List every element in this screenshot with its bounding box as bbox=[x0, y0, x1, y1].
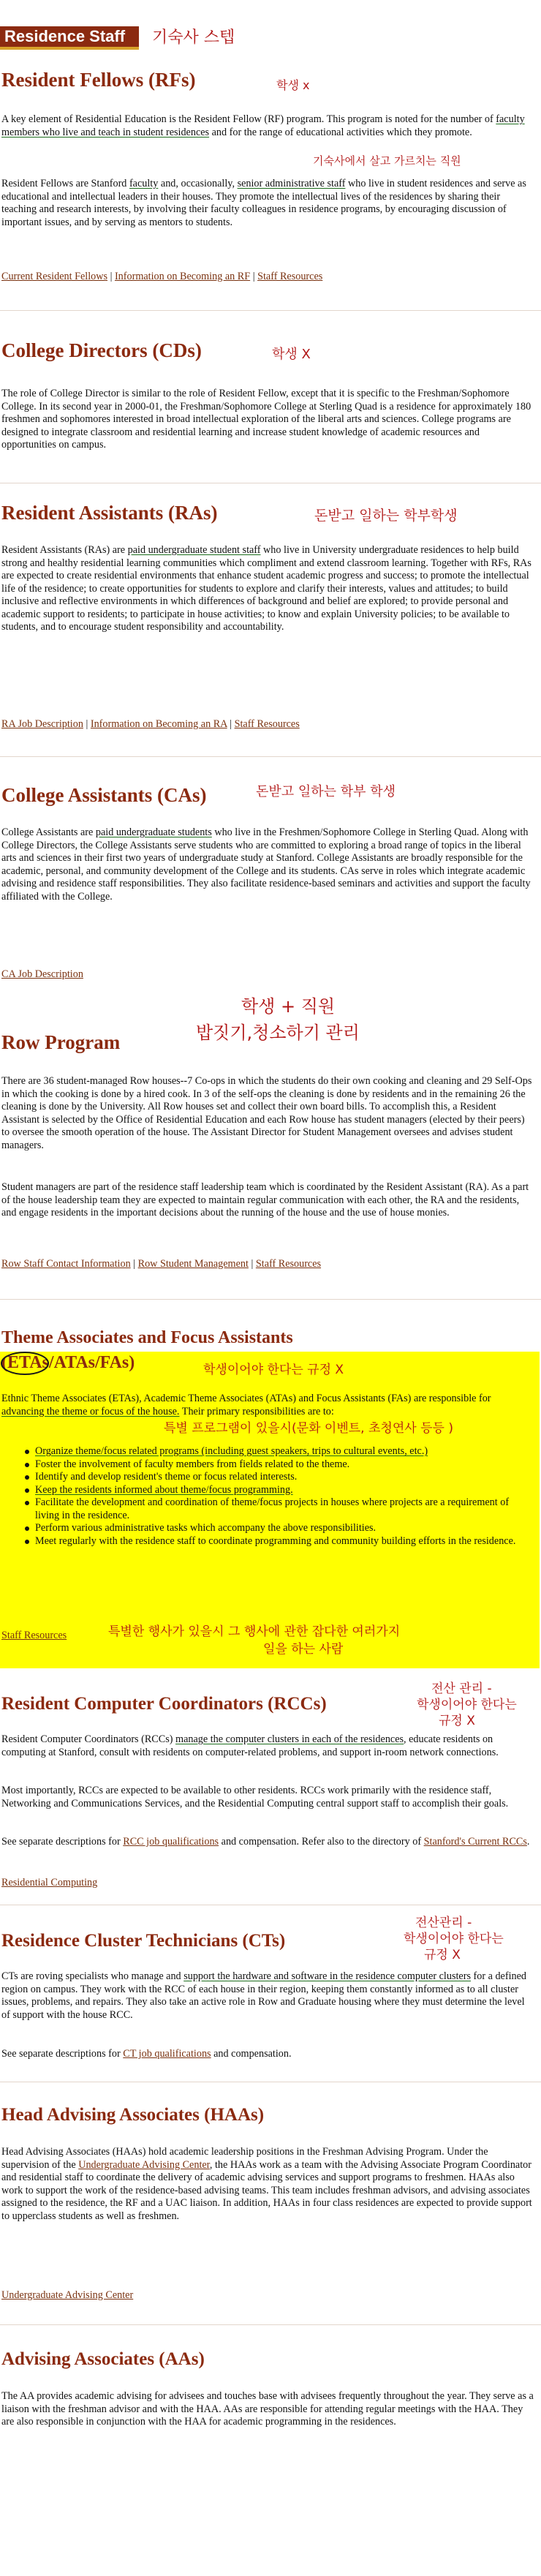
rcc-qualifications-link[interactable]: RCC job qualifications bbox=[123, 1836, 219, 1848]
divider bbox=[0, 756, 541, 757]
annotation-ca: 돈받고 일하는 학부 학생 bbox=[256, 784, 396, 799]
list-item: Facilitate the development and coordination of theme/focus projects in houses where projects are a requirement of living in the residence. bbox=[35, 1496, 518, 1522]
rcc-links bbox=[1, 1877, 97, 1890]
ca-paragraph: College Assistants are paid undergraduate students who live in the Freshmen/Sophomore College in Sterling Quad. Along with College Directors, the College Assistants serve students who are committed to exploring a broad range of topics in the liberal arts and sciences in their first two years of undergraduate study at Stanford. College Assistants are broadly responsible for the academic, personal, and community development of the College and its students. CAs serve in roles which integrate academic advising and residence staff responsibilities. They also facilitate residence-based seminars and activities and support the faculty affiliated with the College. bbox=[1, 826, 531, 903]
list-item: Foster the involvement of faculty members from fields related to the theme. bbox=[35, 1458, 518, 1472]
aa-heading: Advising Associates (AAs) bbox=[1, 2349, 205, 2369]
rcc-heading: Resident Computer Coordinators (RCCs) bbox=[1, 1694, 327, 1714]
annotation-rcc-1: 전산 관리 - bbox=[431, 1681, 492, 1696]
list-item: Meet regularly with the residence staff to coordinate programming and community building efforts in the residence. bbox=[35, 1535, 518, 1548]
haa-heading: Head Advising Associates (HAAs) bbox=[1, 2105, 265, 2125]
ta-links bbox=[1, 1630, 67, 1643]
rcc-paragraph-2: Most importantly, RCCs are expected to be available to other residents. RCCs work primarily with the residence staff, Networking and Communications Services, and the Residential Computing central support staff to accomplish their goals. bbox=[1, 1785, 509, 1809]
row-paragraph-1: There are 36 student-managed Row houses--7 Co-ops in which the students do their own cooking and cleaning and 29 Self-Ops in which the cooking is done by a hired cook. In 3 of the self-ops the cleaning is done by residents and in the remaining 26 the cleaning is done by the University. All Row houses set and collect their own board bills. To accomplish this, a Resident Assistant is selected by the Office of Residential Education and each Row house has student managers (elected by their peers) to oversee the smooth operation of the house. The Assistant Director for Student Management oversees and advises student managers. bbox=[1, 1075, 532, 1151]
ta-heading-line-1: Theme Associates and Focus Assistants bbox=[1, 1328, 293, 1347]
ra-staff-resources-link[interactable]: Staff Resources bbox=[234, 718, 300, 730]
ct-heading: Residence Cluster Technicians (CTs) bbox=[1, 1931, 286, 1951]
annotation-rf-role: 기숙사에서 살고 가르치는 직원 bbox=[313, 154, 461, 167]
ta-heading-line-2: (ETAs/ATAs/FAs) bbox=[1, 1353, 135, 1372]
cd-paragraph: The role of College Director is similar to the role of Resident Fellow, except that it is specific to the Freshman/Sophomore College. In its second year in 2000-01, the Freshman/Sophomore College at Sterling Quad is a residence for approximately 180 freshmen and sophomores interested in broad intellectual exploration of the liberal arts and sciences. College programs are designed to integrate classroom and residential learning and increase student knowledge of academic resources and opportunities on campus. bbox=[1, 388, 531, 451]
circle-mark bbox=[0, 1350, 51, 1376]
annotation-header: 기숙사 스텝 bbox=[152, 29, 235, 47]
becoming-rf-link[interactable]: Information on Becoming an RF bbox=[114, 271, 251, 282]
ta-responsibility-list bbox=[35, 1445, 518, 1548]
rf-staff-resources-link[interactable]: Staff Resources bbox=[257, 271, 323, 282]
uac-link[interactable]: Undergraduate Advising Center bbox=[1, 2289, 134, 2301]
divider bbox=[0, 1299, 541, 1300]
haa-paragraph: Head Advising Associates (HAAs) hold academic leadership positions in the Freshman Advising Program. Under the supervision of the Undergraduate Advising Center, the HAAs work as a team with the Advising Associate Program Coordinator and residential staff to coordinate the delivery of academic advising services and support programs to freshmen. HAAs also work to support the work of the residence-based advising teams. This team includes freshman advisors, and advising associates assigned to the residence, the RF and a UAC liaison. In addition, HAAs in four class residences are expected to provide support to upperclass students as well as freshmen. bbox=[1, 2146, 532, 2222]
rf-paragraph-1: A key element of Residential Education is the Resident Fellow (RF) program. This program is noted for the number of faculty members who live and teach in student residences and for the range of educational activities which they promote. bbox=[1, 113, 525, 138]
list-item: Organize theme/focus related programs (including guest speakers, trips to cultural events, etc.) bbox=[35, 1445, 518, 1458]
ta-staff-resources-link[interactable]: Staff Resources bbox=[1, 1630, 67, 1641]
logo-text: Residence Staff bbox=[4, 27, 126, 45]
ra-heading: Resident Assistants (RAs) bbox=[1, 502, 218, 524]
ra-links: RA Job Description | Information on Becoming an RA | Staff Resources bbox=[1, 718, 300, 730]
current-rfs-link[interactable]: Current Resident Fellows bbox=[1, 271, 108, 282]
rf-links: Current Resident Fellows | Information on Becoming an RF | Staff Resources bbox=[1, 271, 323, 282]
annotation-ta-2: 특별 프로그램이 있을시(문화 이벤트, 초청연사 등등 ) bbox=[164, 1421, 453, 1436]
row-staff-contact-link[interactable]: Row Staff Contact Information bbox=[1, 1258, 131, 1270]
rf-heading: Resident Fellows (RFs) bbox=[1, 69, 196, 91]
cd-heading: College Directors (CDs) bbox=[1, 339, 202, 361]
annotation-rcc-2: 학생이어야 한다는 bbox=[417, 1698, 517, 1712]
row-heading: Row Program bbox=[1, 1031, 121, 1053]
annotation-row-1: 학생 + 직원 bbox=[241, 996, 336, 1017]
rf-faculty-underline: faculty members who live and teach in student residences bbox=[1, 113, 525, 138]
list-item: Identify and develop resident's theme or focus related interests. bbox=[35, 1471, 518, 1484]
divider bbox=[0, 2324, 541, 2325]
annotation-cd-student: 학생 X bbox=[272, 347, 311, 362]
row-links: Row Staff Contact Information | Row Student Management | Staff Resources bbox=[1, 1258, 322, 1270]
annotation-ta-3: 특별한 행사가 있을시 그 행사에 관한 잡다한 여러가지 bbox=[108, 1624, 401, 1639]
annotation-ta-4: 일을 하는 사람 bbox=[263, 1642, 344, 1657]
list-item: Perform various administrative tasks which accompany the above responsibilities. bbox=[35, 1522, 518, 1535]
ra-job-description-link[interactable]: RA Job Description bbox=[1, 718, 83, 730]
current-rccs-link[interactable]: Stanford's Current RCCs bbox=[423, 1836, 527, 1848]
becoming-ra-link[interactable]: Information on Becoming an RA bbox=[90, 718, 227, 730]
annotation-ct-1: 전산관리 - bbox=[415, 1916, 472, 1930]
list-item: Keep the residents informed about theme/focus programming. bbox=[35, 1484, 518, 1497]
annotation-rf-student: 학생 x bbox=[276, 78, 310, 92]
ct-paragraph-1: CTs are roving specialists who manage and support the hardware and software in the residence computer clusters for a defined region on campus. They work with the RCC of each house in their region, keeping them constantly informed as to all cluster issues, problems, and repairs. They also take an active role in Row and Graduate housing where they must determine the level of support with the house RCC. bbox=[1, 1970, 527, 2021]
rf-paragraph-2: Resident Fellows are Stanford faculty and, occasionally, senior administrative staff who live in student residences and serve as educational and intellectual leaders in their houses. They promote the intellectual lives of the residences by sharing their teaching and research interests, by involving their faculty colleagues in residence programs, by encouraging discussion of important issues, and by serving as mentors to students. bbox=[1, 178, 526, 228]
rcc-paragraph-3: See separate descriptions for RCC job qualifications and compensation. Refer also to the directory of Stanford's Current RCCs. bbox=[1, 1836, 530, 1848]
ra-paragraph: Resident Assistants (RAs) are paid undergraduate student staff who live in University undergraduate residences to help build strong and healthy residential learning communities which compliment and extend classroom learning. Together with RFs, RAs are expected to create residential environments that enhance student academic progress and success; to promote the intellectual life of the residence; to create opportunities for students to explore and clarify their interests, values and attitudes; to build inclusive and reflective environments in which differences of background and belief are explored; to provide personal and academic support to residents; to participate in house activities; to know and explain University policies; to be available to students, and to encourage student responsibility and accountability. bbox=[1, 544, 531, 633]
annotation-ct-3: 규정 X bbox=[424, 1948, 461, 1962]
ca-heading: College Assistants (CAs) bbox=[1, 784, 207, 806]
row-student-management-link[interactable]: Row Student Management bbox=[137, 1258, 249, 1270]
aa-paragraph: The AA provides academic advising for advisees and touches base with advisees frequently throughout the year. They serve as a liaison with the freshman advisor and with the HAA. AAs are responsible for attending regular meetings with the HAA. They are also responsible in conjunction with the HAA for academic programming in the residences. bbox=[1, 2390, 534, 2428]
annotation-ta-1: 학생이어야 한다는 규정 X bbox=[203, 1363, 344, 1377]
row-staff-resources-link[interactable]: Staff Resources bbox=[255, 1258, 322, 1270]
ca-job-description-link[interactable]: CA Job Description bbox=[1, 968, 83, 980]
residential-computing-link[interactable]: Residential Computing bbox=[1, 1877, 98, 1888]
divider bbox=[0, 310, 541, 311]
row-paragraph-2: Student managers are part of the residence staff leadership team which is coordinated by the Resident Assistant (RA). As a part of the house leadership team they are expected to maintain regular communication with each other, the RA and the residents, and engage residents in the important decisions about the running of the house and the use of house monies. bbox=[1, 1181, 529, 1219]
ta-paragraph: Ethnic Theme Associates (ETAs), Academic Theme Associates (ATAs) and Focus Assistants (FAs) are responsible for advancing the theme or focus of the house. Their primary responsibilities are to: bbox=[1, 1393, 491, 1417]
annotation-row-2: 밥짓기,청소하기 관리 bbox=[196, 1023, 360, 1043]
annotation-rcc-3: 규정 X bbox=[439, 1714, 475, 1728]
rcc-paragraph-1: Resident Computer Coordinators (RCCs) manage the computer clusters in each of the residences, educate residents on computing at Stanford, consult with residents on computer-related problems, and support in-room network connections. bbox=[1, 1733, 499, 1758]
ca-links bbox=[1, 968, 83, 982]
annotation-ct-2: 학생이어야 한다는 bbox=[404, 1932, 504, 1946]
haa-links bbox=[1, 2289, 133, 2302]
ct-qualifications-link[interactable]: CT job qualifications bbox=[123, 2048, 211, 2060]
uac-inline-link[interactable]: Undergraduate Advising Center bbox=[78, 2158, 210, 2171]
annotation-ra: 돈받고 일하는 학부학생 bbox=[314, 508, 458, 524]
ct-paragraph-2: See separate descriptions for CT job qualifications and compensation. bbox=[1, 2048, 292, 2060]
residence-staff-logo[interactable] bbox=[0, 26, 139, 50]
